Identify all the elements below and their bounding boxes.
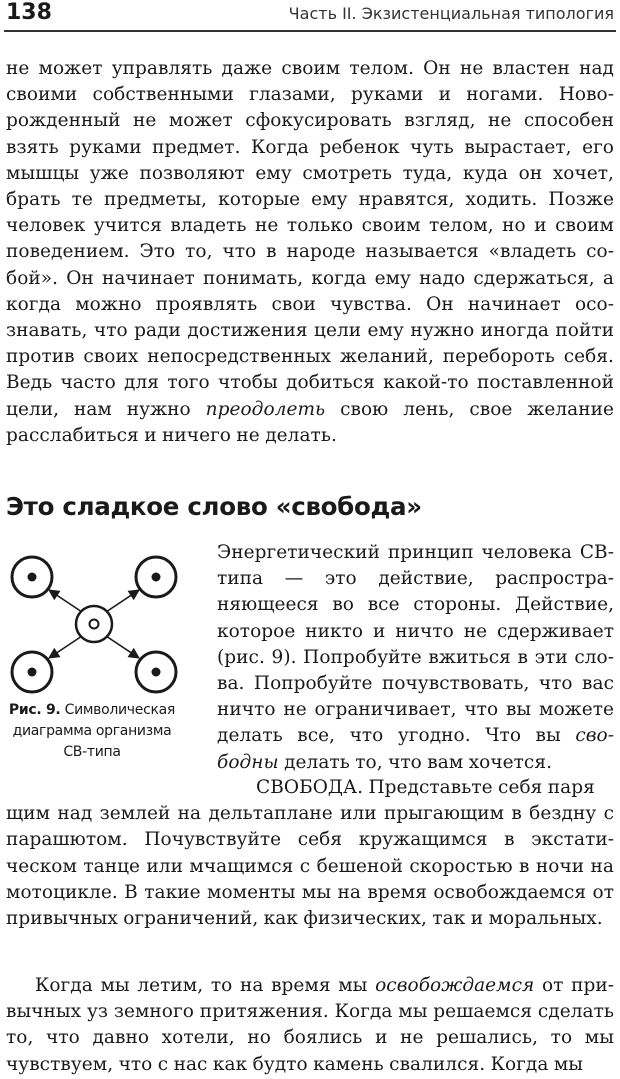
paragraph-3-text: щим над землей на дельтаплане или прыгающим в бездну с парашютом. Почувствуйте себя кружащимся в экстатическом танце или мчащимся с бешеной скоростью в ночи на мотоцикле. В такие моменты мы на время освобождаемся от привычных ограничений, как физических, так и моральных.: [6, 803, 614, 930]
dot-top-right: [152, 573, 161, 582]
arrow-bottom-right: [106, 636, 139, 658]
cb-type-diagram-icon: [2, 550, 182, 700]
dot-bottom-left: [28, 668, 37, 677]
paragraph-2-text-end: делать то, что вам хочется.: [284, 751, 552, 773]
paragraph-3: [6, 775, 614, 932]
page-header: [4, 0, 616, 32]
paragraph-4: [6, 973, 614, 1078]
paragraph-4-text-end: от привычных уз земного притяжения. Когда мы решаемся сделать то, что давно хотели, но боялись и не решались, то мы чувствуем, что с нас как будто камень свалился. Когда мы: [6, 975, 614, 1075]
paragraph-1-text-end: свою лень, свое желание расслабиться и ничего не делать.: [6, 398, 615, 446]
paragraph-1-italic: преодолеть: [205, 398, 326, 420]
paragraph-2-text: Энергетический принцип человека СВ-типа — это действие, распространяющееся во все стороны. Действие, которое никто и ничто не сдерживает (рис. 9). Попробуйте вжиться в эти слова. Попробуйте почувствовать, что вас ничто не ограничивает, что вы можете делать все, что угодно. Что вы: [217, 542, 614, 747]
figure-9: [2, 550, 182, 775]
arrow-bottom-left: [49, 636, 82, 658]
arrow-top-right: [106, 590, 139, 612]
dot-bottom-right: [152, 668, 161, 677]
arrow-top-left: [49, 590, 82, 612]
paragraph-2: [217, 540, 614, 776]
running-title: Часть II. Экзистенциальная типология: [288, 4, 614, 23]
paragraph-4-italic: освобождаемся: [375, 975, 535, 996]
caption-text: Символическая диаграмма организма СВ-типа: [12, 702, 176, 760]
figure-caption: [2, 700, 182, 763]
center-ring: [90, 620, 99, 629]
caption-label: Рис. 9.: [8, 702, 61, 718]
paragraph-1: [6, 56, 614, 449]
page-number: 138: [6, 0, 52, 25]
dot-top-left: [28, 573, 37, 582]
paragraph-1-text: не может управлять даже своим телом. Он не властен над своими собственными глазами, руками и ногами. Новорожденный не может сфокусировать взгляд, не способен взять руками предмет. Когда ребенок чуть вырастает, его мышцы уже позволяют ему смотреть туда, куда он хочет, брать те предметы, которые ему нравятся, ходить. Позже человек учится владеть не только своим телом, но и своим поведением. Это то, что в народе называется «владеть собой». Он начинает понимать, когда ему надо сдержаться, а когда можно проявлять свои чувства. Он начинает осознавать, что ради достижения цели ему нужно иногда пойти против своих непосредственных желаний, перебороть себя. Ведь часто для того чтобы добиться какой-то поставленной цели, нам нужно: [6, 58, 614, 420]
section-heading: Это сладкое слово «свобода»: [6, 492, 422, 521]
paragraph-3-first-line: СВОБОДА. Представьте себя паря: [256, 777, 595, 798]
paragraph-4-text: Когда мы летим, то на время мы: [35, 975, 368, 996]
paragraph-2-italic: свободны: [217, 725, 614, 773]
